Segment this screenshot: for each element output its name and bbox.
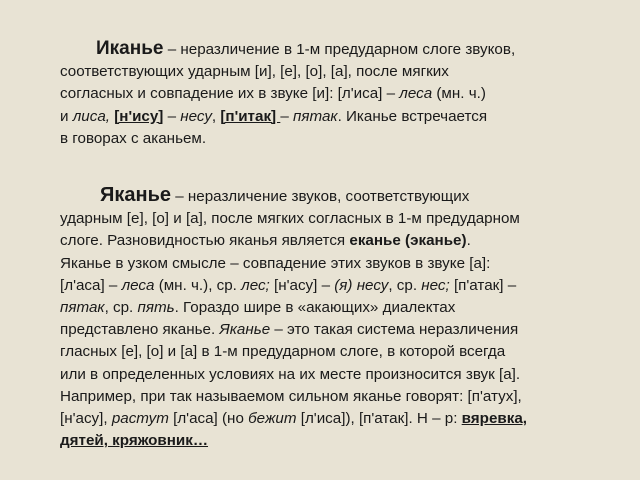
paragraph-yakanye bbox=[60, 184, 620, 452]
text-line bbox=[60, 408, 620, 430]
italic-word: несу bbox=[180, 107, 212, 125]
transcription-pitak: [п'итак] bbox=[220, 107, 281, 125]
text-line bbox=[60, 38, 620, 61]
italic-word: пять bbox=[137, 299, 175, 317]
text-fragment: (мн. ч.) bbox=[432, 85, 486, 103]
italic-word: растут bbox=[111, 410, 169, 428]
text-line bbox=[60, 230, 620, 252]
italic-word: лиса, bbox=[72, 107, 110, 125]
italic-word: нес; bbox=[421, 276, 450, 294]
dialect-example: вяревка, bbox=[461, 410, 527, 428]
text-fragment: . bbox=[466, 232, 471, 250]
text-fragment: слоге. Разновидностью яканья является bbox=[60, 232, 350, 250]
transcription-nisu: [н'ису] bbox=[114, 107, 164, 125]
italic-word: бежит bbox=[248, 410, 297, 428]
italic-word: (я) несу bbox=[334, 276, 389, 294]
italic-word: Яканье bbox=[219, 321, 271, 339]
term-yakanye: Яканье bbox=[100, 184, 172, 206]
text-fragment: [п'атак] – bbox=[449, 276, 517, 294]
text-line: соответствующих ударным [и], [е], [о], [а], после мягких bbox=[60, 63, 449, 81]
text-fragment: [л'иса]), [п'атак]. Н – р: bbox=[296, 410, 462, 428]
text-fragment: [н'асу] – bbox=[269, 276, 335, 294]
text-line: Например, при так называемом сильном яканье говорят: [п'атух], bbox=[60, 387, 522, 405]
paragraph-ikanye bbox=[60, 38, 620, 150]
text-line bbox=[60, 184, 620, 208]
text-fragment: , bbox=[211, 107, 221, 125]
italic-word: леса bbox=[399, 85, 433, 103]
text-fragment: – bbox=[163, 107, 181, 125]
text-line bbox=[60, 297, 620, 319]
italic-word: лес; bbox=[241, 276, 270, 294]
text-fragment: – неразличение звуков, соответствующих bbox=[171, 188, 470, 205]
text-fragment: – bbox=[280, 107, 293, 125]
text-line: или в определенных условиях на их месте произносится звук [а]. bbox=[60, 365, 521, 383]
text-fragment: [л'аса] – bbox=[60, 276, 122, 294]
text-line: Яканье в узком смысле – совпадение этих звуков в звуке [а]: bbox=[60, 254, 491, 272]
text-line bbox=[60, 430, 620, 452]
text-line bbox=[60, 106, 620, 128]
text-fragment: и bbox=[60, 107, 73, 125]
text-fragment: [н'асу], bbox=[60, 410, 112, 428]
text-fragment: – неразличение в 1-м предударном слоге звуков, bbox=[163, 41, 516, 58]
dialect-example: дятей, кряжовник… bbox=[60, 432, 209, 450]
text-fragment: (мн. ч.), ср. bbox=[154, 276, 242, 294]
italic-word: леса bbox=[121, 276, 155, 294]
term-ekanye: еканье (эканье) bbox=[349, 232, 467, 250]
text-line bbox=[60, 83, 620, 105]
text-fragment: представлено яканье. bbox=[60, 321, 220, 339]
italic-word: пятак bbox=[60, 299, 105, 317]
text-fragment: согласных и совпадение их в звуке [и]: [л'иса] – bbox=[60, 85, 400, 103]
term-ikanye: Иканье bbox=[96, 38, 164, 59]
text-line: в говорах с аканьем. bbox=[60, 129, 207, 147]
text-fragment: , ср. bbox=[388, 276, 422, 294]
text-fragment: . Иканье встречается bbox=[337, 107, 488, 125]
text-fragment: – это такая система неразличения bbox=[270, 321, 519, 339]
text-line: ударным [е], [о] и [а], после мягких согласных в 1-м предударном bbox=[60, 210, 520, 228]
text-fragment: [л'аса] (но bbox=[168, 410, 249, 428]
italic-word: пятак bbox=[293, 107, 338, 125]
text-fragment: , ср. bbox=[104, 299, 138, 317]
text-line bbox=[60, 319, 620, 341]
text-line: гласных [е], [о] и [а] в 1-м предударном слоге, в которой всегда bbox=[60, 343, 506, 361]
text-line bbox=[60, 275, 620, 297]
text-fragment: . Гораздо шире в «акающих» диалектах bbox=[174, 299, 456, 317]
